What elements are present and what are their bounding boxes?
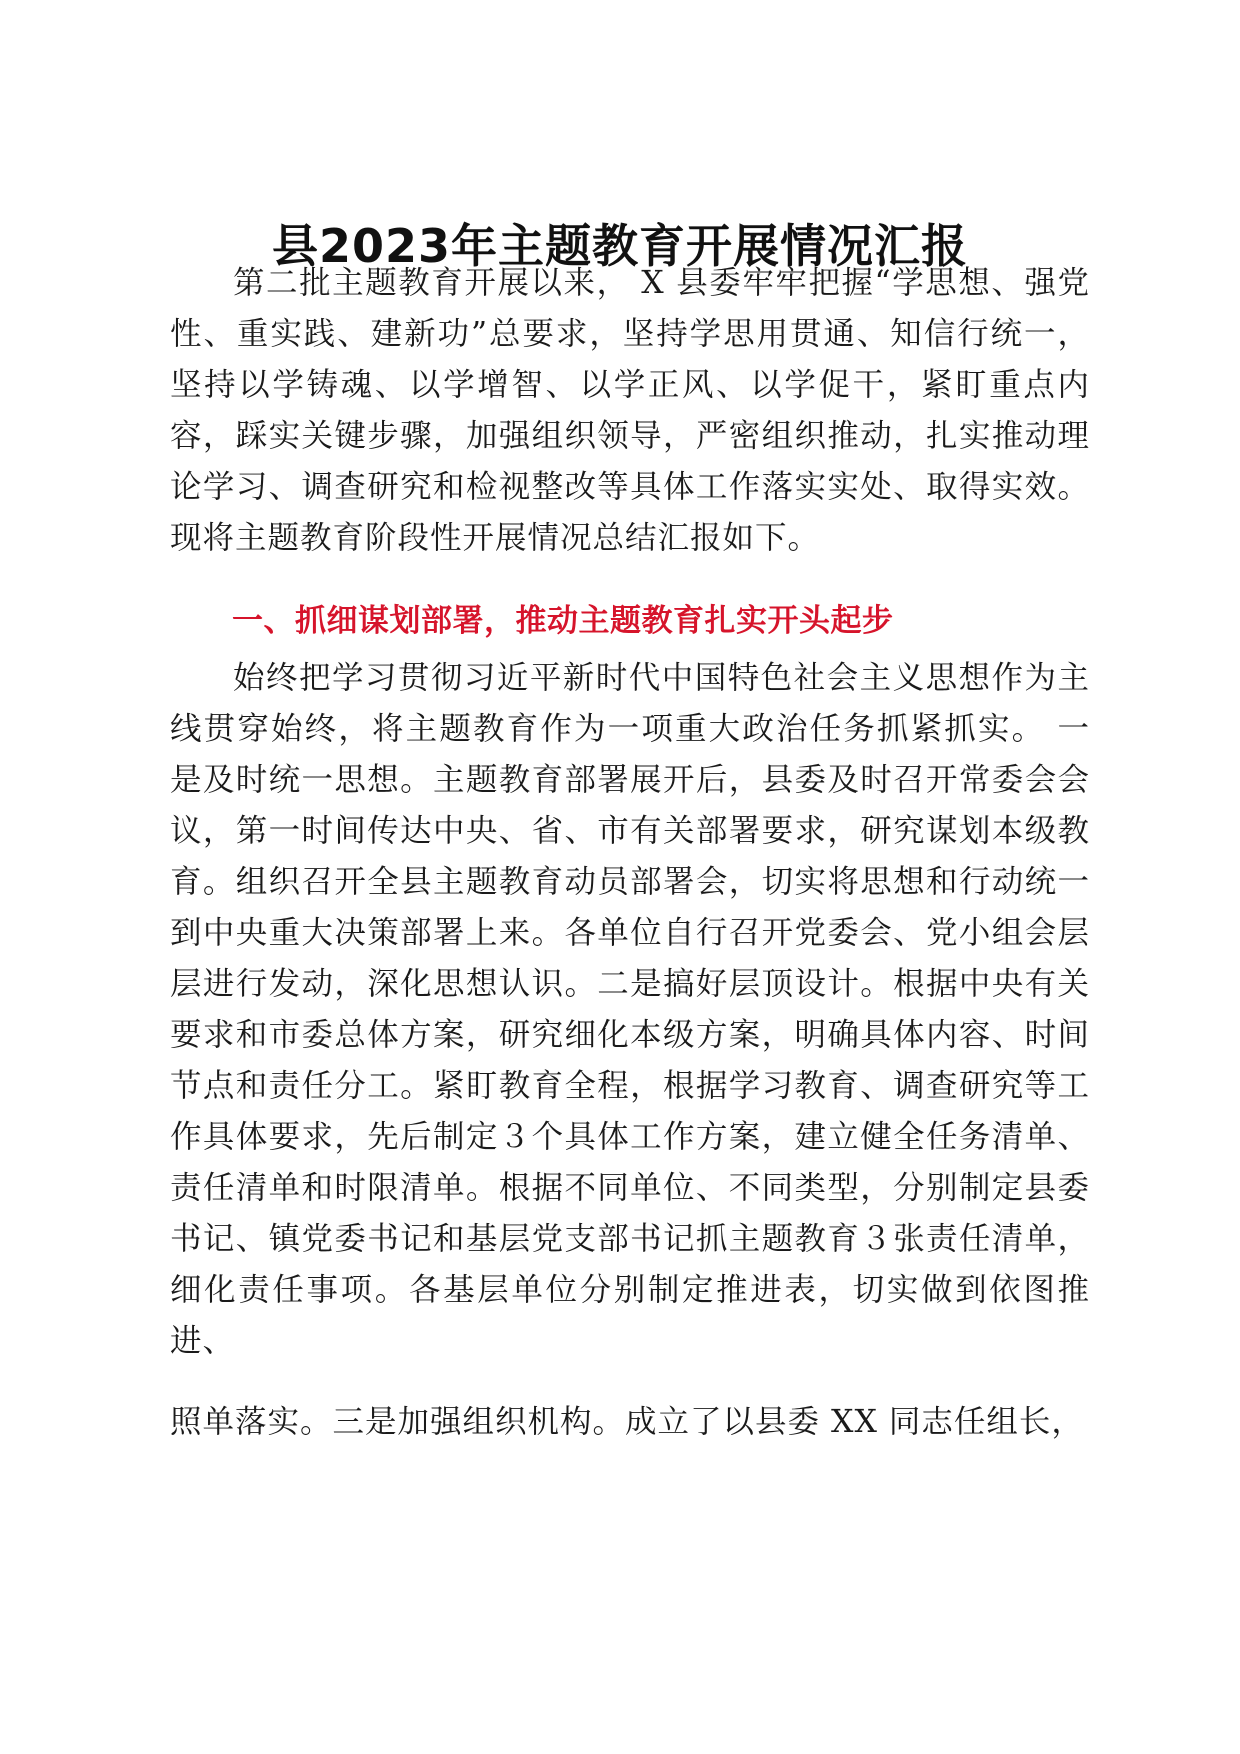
section-1-block [170, 653, 1090, 1367]
section-1-continuation-block [170, 1397, 1090, 1448]
section-1-continuation: 照单落实。三是加强组织机构。成立了以县委 XX 同志任组长， [170, 1404, 1084, 1440]
intro-paragraph: 第二批主题教育开展以来， X 县委牢牢把握“学思想、强党性、重实践、建新功”总要求，坚持学思用贯通、知信行统一，坚持以学铸魂、以学增智、以学正风、以学促干，紧盯重点内容，踩实关键步骤，加强组织领导，严密组织推动，扎实推动理论学习、调查研究和检视整改等具体工作落实实处、取得实效。现将主题教育阶段性开展情况总结汇报如下。 [170, 265, 1090, 556]
document-title: 县2023年主题教育开展情况汇报 [271, 219, 969, 273]
section-heading-block [170, 596, 1090, 647]
intro-block [170, 258, 1090, 564]
section-1-heading: 一、抓细谋划部署，推动主题教育扎实开头起步 [232, 603, 894, 639]
section-1-paragraph: 始终把学习贯彻习近平新时代中国特色社会主义思想作为主线贯穿始终，将主题教育作为一项重大政治任务抓紧抓实。 一是及时统一思想。主题教育部署展开后，县委及时召开常委会会议，第一时间传达中央、省、市有关部署要求，研究谋划本级教育。组织召开全县主题教育动员部署会，切实将思想和行动统一到中央重大决策部署上来。各单位自行召开党委会、党小组会层层进行发动，深化思想认识。二是搞好层顶设计。根据中央有关要求和市委总体方案，研究细化本级方案，明确具体内容、时间节点和责任分工。紧盯教育全程，根据学习教育、调查研究等工作具体要求，先后制定３个具体工作方案，建立健全任务清单、 责任清单和时限清单。根据不同单位、不同类型，分别制定县委 书记、镇党委书记和基层党支部书记抓主题教育３张责任清单， 细化责任事项。各基层单位分别制定推进表，切实做到依图推进、 [170, 660, 1090, 1359]
